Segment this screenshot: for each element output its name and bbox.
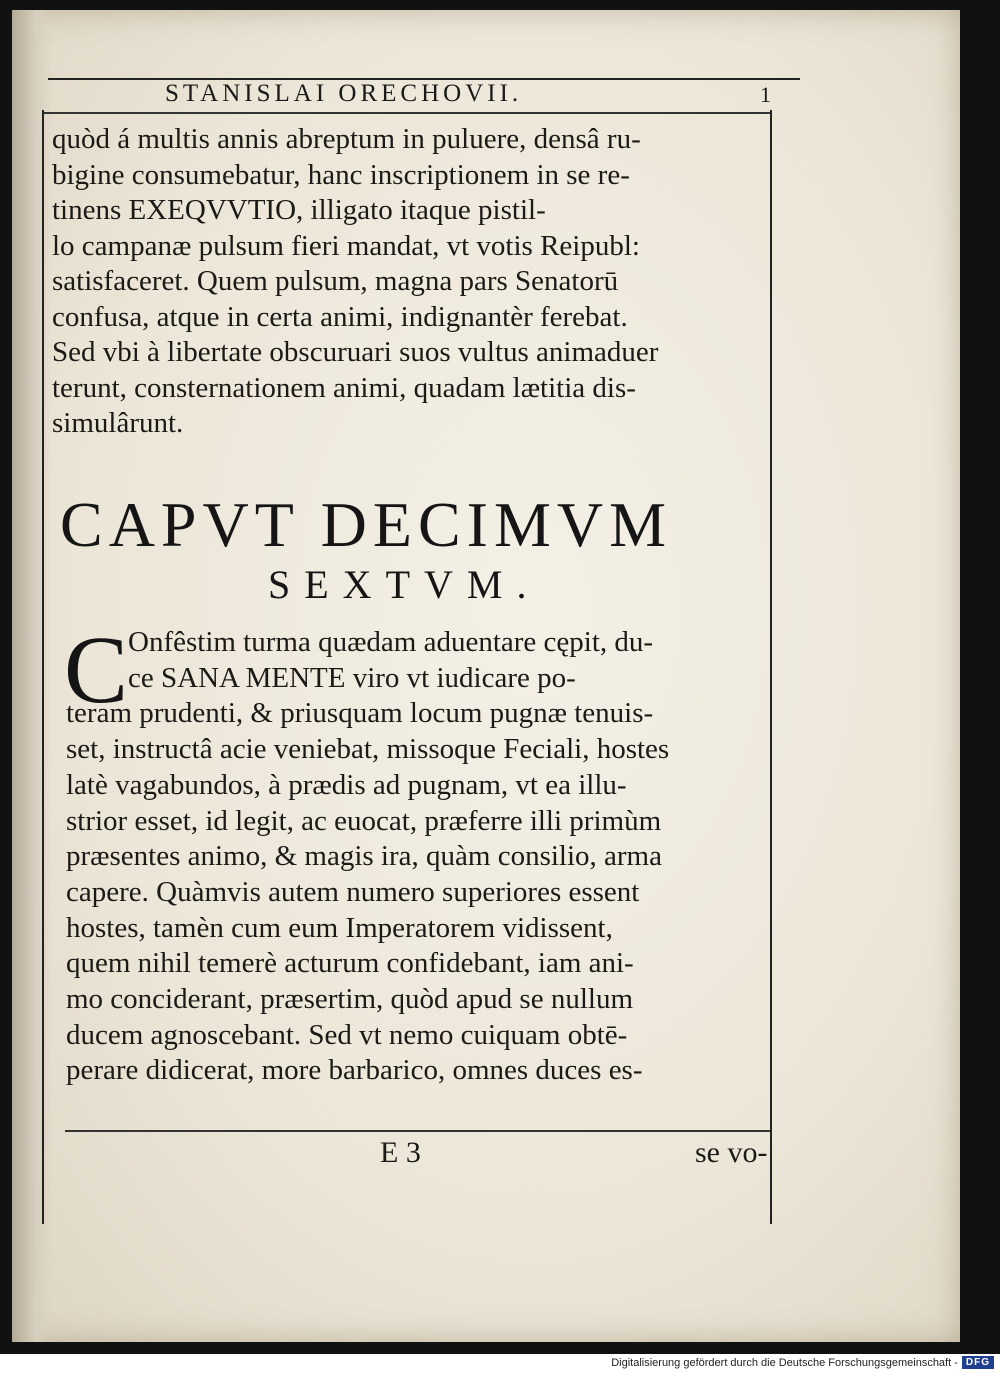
text-line: strior esset, id legit, ac euocat, præferre illi primùm <box>66 804 662 837</box>
text-line: hostes, tamèn cum eum Imperatorem vidissent, <box>66 911 613 944</box>
left-border-rule <box>42 110 44 1224</box>
chapter-title: CAPVT DECIMVM <box>60 489 672 560</box>
top-paragraph <box>52 122 772 442</box>
text-line: satisfaceret. Quem pulsum, magna pars Senatorū <box>52 265 619 297</box>
chapter-body <box>66 625 778 1089</box>
text-line: mo conciderant, præsertim, quòd apud se nullum <box>66 983 634 1016</box>
text-line: lo campanæ pulsum fieri mandat, vt votis Reipubl: <box>52 229 640 262</box>
text-line: tinens EXEQVVTIO, illigato itaque pistil- <box>52 194 546 226</box>
text-line: capere. Quàmvis autem numero superiores essent <box>66 875 640 908</box>
text-line: Onfêstim turma quædam aduentare cępit, du- <box>128 626 654 658</box>
text-line: ducem agnoscebant. Sed vt nemo cuiquam obtē- <box>66 1018 628 1051</box>
chapter-subtitle: SEXTVM. <box>268 562 541 607</box>
footer-rule <box>65 1130 770 1132</box>
text-line: præsentes animo, & magis ira, quàm consilio, arma <box>66 840 662 873</box>
folio-mark: 1 <box>760 82 771 107</box>
text-line: teram prudenti, & priusquam locum pugnæ tenuis- <box>66 697 654 730</box>
digitization-credit <box>611 1356 994 1369</box>
text-line: terunt, consternationem animi, quadam lætitia dis- <box>52 371 636 404</box>
signature-mark: E 3 <box>380 1136 421 1169</box>
text-line: quòd á multis annis abreptum in puluere, densâ ru- <box>52 123 641 155</box>
text-line: latè vagabundos, à prædis ad pugnam, vt ea illu- <box>66 768 627 801</box>
page-gutter <box>12 10 52 1342</box>
drop-cap-initial: C <box>64 616 129 723</box>
text-line: simulârunt. <box>52 407 184 439</box>
credit-text: Digitalisierung gefördert durch die Deutsche Forschungsgemeinschaft - <box>611 1356 958 1369</box>
text-line: bigine consumebatur, hanc inscriptionem in se re- <box>52 158 630 191</box>
text-line: confusa, atque in certa animi, indignantèr ferebat. <box>52 300 628 333</box>
text-line: Sed vbi à libertate obscuruari suos vultus animaduer <box>52 336 659 368</box>
running-head: STANISLAI ORECHOVII. <box>165 80 523 107</box>
dfg-logo: DFG <box>962 1356 994 1369</box>
text-line: ce SANA MENTE viro vt iudicare po- <box>128 661 576 694</box>
header-bottom-rule <box>44 112 772 114</box>
catchword: se vo- <box>695 1136 768 1169</box>
text-line: quem nihil temerè acturum confidebant, iam ani- <box>66 947 634 980</box>
text-line: perare didicerat, more barbarico, omnes duces es- <box>66 1054 643 1087</box>
text-line: set, instructâ acie veniebat, missoque Feciali, hostes <box>66 733 670 766</box>
